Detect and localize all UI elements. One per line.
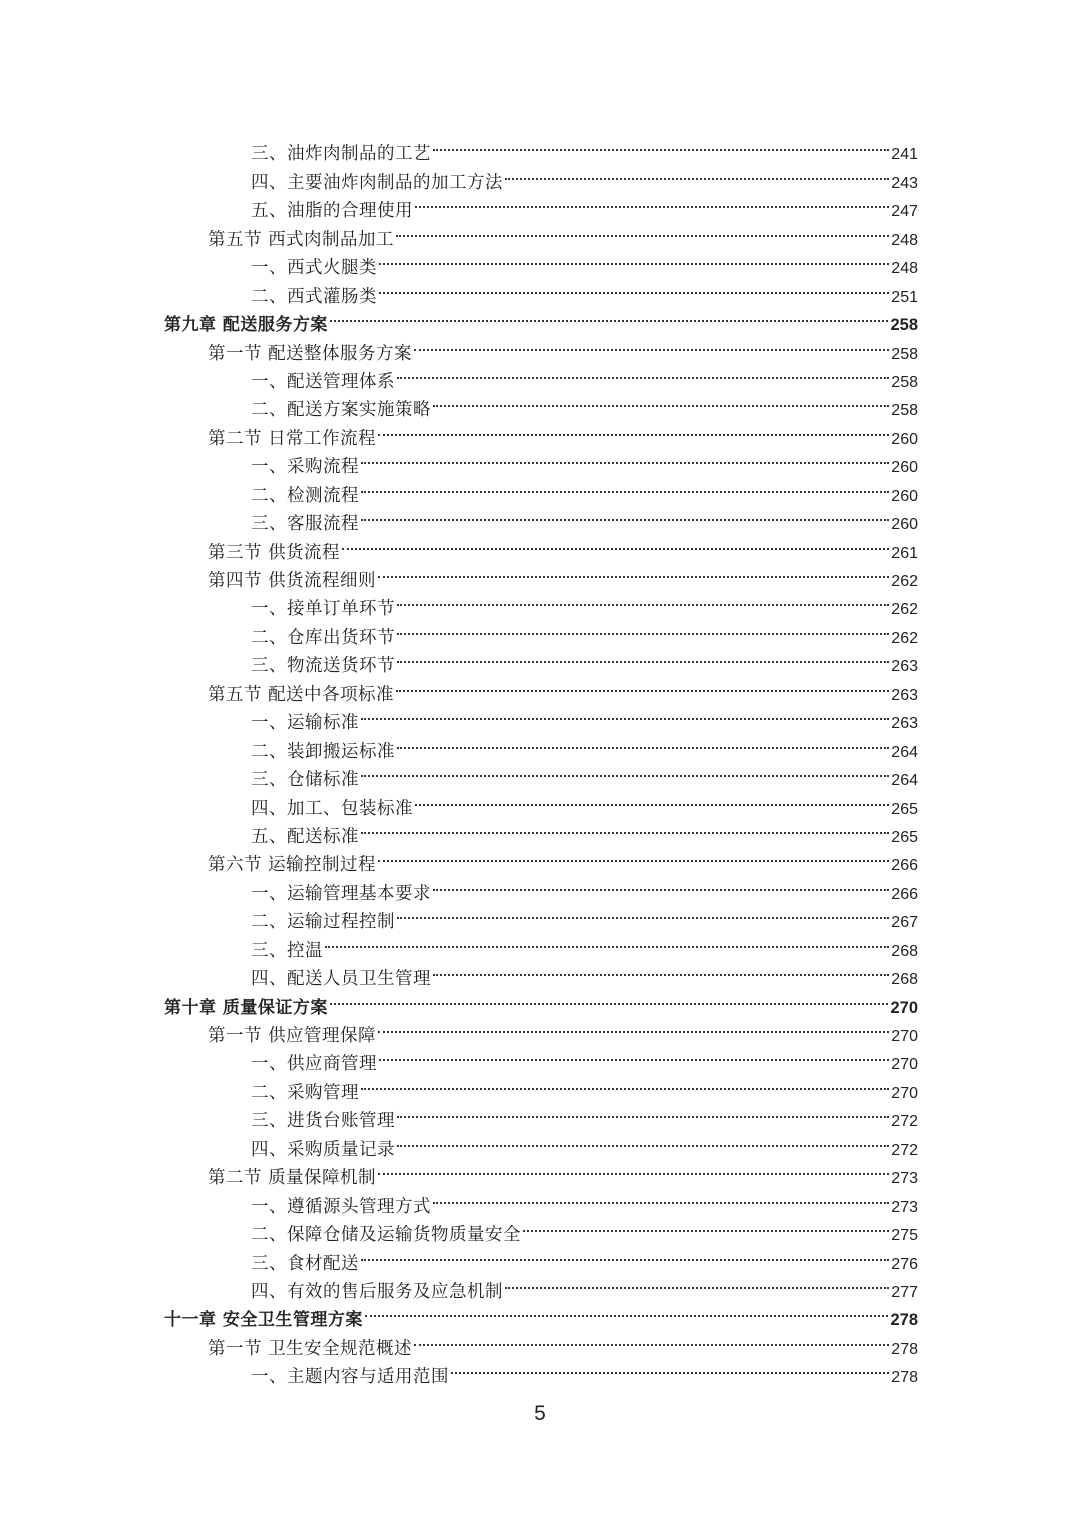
toc-entry-page-number: 260 — [891, 459, 918, 477]
toc-dot-leader — [365, 1297, 889, 1325]
toc-entry-title: 三、客服流程 — [251, 514, 359, 535]
toc-entry-page-number: 258 — [891, 373, 918, 391]
toc-entry-page-number: 278 — [891, 1340, 918, 1358]
toc-entry-title: 一、运输管理基本要求 — [251, 883, 431, 904]
toc-entry-page-number: 270 — [891, 1056, 918, 1074]
toc-entry-page-number: 265 — [891, 828, 918, 846]
toc-dot-leader — [397, 1126, 889, 1154]
toc-entry-page-number: 258 — [891, 402, 918, 420]
toc-dot-leader — [379, 245, 889, 273]
toc-dot-leader — [505, 159, 889, 187]
toc-entry-page-number: 248 — [891, 260, 918, 278]
toc-dot-leader — [378, 558, 889, 586]
toc-entry-title: 二、装卸搬运标准 — [251, 741, 395, 762]
toc-entry-title: 五、配送标准 — [251, 826, 359, 847]
toc-entry-page-number: 276 — [891, 1255, 918, 1273]
toc-entry-title: 四、采购质量记录 — [251, 1139, 395, 1160]
toc-entry-title: 第六节 运输控制过程 — [208, 855, 377, 876]
toc-entry-title: 一、主题内容与适用范围 — [251, 1367, 449, 1388]
toc-dot-leader — [415, 785, 889, 813]
toc-dot-leader — [378, 415, 889, 443]
toc-entry-title: 一、遵循源头管理方式 — [251, 1196, 431, 1217]
page-number: 5 — [534, 1402, 546, 1425]
toc-entry-page-number: 266 — [891, 857, 918, 875]
toc-dot-leader — [361, 700, 889, 728]
toc-dot-leader — [378, 842, 889, 870]
toc-entry-page-number: 260 — [891, 430, 918, 448]
toc-entry-title: 三、油炸肉制品的工艺 — [251, 144, 431, 165]
toc-entry-title: 二、采购管理 — [251, 1082, 359, 1103]
toc-entry-page-number: 273 — [891, 1198, 918, 1216]
toc-entry-title: 三、物流送货环节 — [251, 656, 395, 677]
toc-entry-page-number: 248 — [891, 231, 918, 249]
toc-dot-leader — [330, 984, 889, 1012]
toc-entry-title: 三、仓储标准 — [251, 770, 359, 791]
toc-entry-title: 三、进货台账管理 — [251, 1111, 395, 1132]
toc-entry-page-number: 243 — [891, 174, 918, 192]
toc-entry-page-number: 278 — [890, 1311, 918, 1330]
toc-entry-title: 第一节 供应管理保障 — [208, 1026, 377, 1046]
toc-dot-leader — [414, 330, 889, 358]
toc-entry-page-number: 267 — [891, 914, 918, 932]
toc-entry-title: 第四节 供货流程细则 — [208, 571, 377, 591]
toc-entry-page-number: 277 — [891, 1283, 918, 1301]
toc-dot-leader — [505, 1269, 889, 1297]
toc-dot-leader — [414, 1325, 889, 1353]
toc-entry-page-number: 261 — [891, 544, 918, 562]
toc-entry-title: 四、主要油炸肉制品的加工方法 — [251, 172, 503, 193]
toc-dot-leader — [361, 1069, 889, 1097]
toc-entry-title: 一、供应商管理 — [251, 1054, 377, 1075]
toc-dot-leader — [396, 671, 889, 699]
toc-entry-page-number: 262 — [891, 629, 918, 647]
toc-entry-page-number: 258 — [891, 345, 918, 363]
toc-entry-page-number: 260 — [891, 516, 918, 534]
toc-dot-leader — [397, 728, 889, 756]
toc-entry-title: 第二节 质量保障机制 — [208, 1168, 377, 1189]
toc-dot-leader — [378, 1155, 889, 1183]
toc-dot-leader — [396, 216, 889, 244]
toc-entry-page-number: 268 — [891, 942, 918, 960]
toc-entry-title: 第十章 质量保证方案 — [164, 997, 328, 1018]
toc-entry-page-number: 263 — [891, 686, 918, 704]
toc-dot-leader — [397, 359, 889, 387]
toc-entry-title: 第三节 供货流程 — [208, 542, 341, 563]
toc-entry-page-number: 270 — [890, 998, 918, 1017]
toc-dot-leader — [325, 927, 889, 955]
toc-entry-title: 二、运输过程控制 — [251, 912, 395, 933]
toc-entry-page-number: 263 — [891, 715, 918, 733]
toc-entry-page-number: 264 — [891, 772, 918, 790]
toc-dot-leader — [397, 586, 889, 614]
toc-entry-title: 五、油脂的合理使用 — [251, 201, 413, 222]
toc-entry-title: 二、配送方案实施策略 — [251, 400, 431, 421]
toc-dot-leader — [361, 472, 889, 500]
toc-dot-leader — [379, 273, 889, 301]
table-of-contents — [164, 131, 918, 1388]
toc-entry-page-number: 268 — [891, 971, 918, 989]
toc-entry-title: 三、控温 — [251, 940, 323, 961]
toc-entry-page-number: 263 — [891, 658, 918, 676]
toc-entry-title: 四、配送人员卫生管理 — [251, 969, 431, 990]
toc-dot-leader — [433, 387, 889, 415]
toc-entry-page-number: 265 — [891, 800, 918, 818]
toc-dot-leader — [397, 899, 889, 927]
toc-entry-title: 四、有效的售后服务及应急机制 — [251, 1281, 503, 1302]
toc-entry-page-number: 258 — [890, 316, 918, 335]
toc-dot-leader — [451, 1354, 889, 1382]
toc-entry-title: 一、采购流程 — [251, 457, 359, 478]
toc-dot-leader — [330, 302, 889, 330]
toc-dot-leader — [361, 757, 889, 785]
toc-dot-leader — [378, 1013, 889, 1041]
toc-dot-leader — [342, 529, 889, 557]
toc-entry-title: 十一章 安全卫生管理方案 — [164, 1310, 363, 1331]
toc-entry-title: 二、保障仓储及运输货物质量安全 — [251, 1225, 521, 1246]
toc-entry-page-number: 262 — [891, 573, 918, 590]
toc-subsection-entry[interactable] — [164, 131, 918, 165]
toc-entry-page-number: 273 — [891, 1170, 918, 1188]
toc-entry-title: 第一节 配送整体服务方案 — [208, 343, 413, 364]
toc-entry-page-number: 272 — [891, 1141, 918, 1159]
toc-dot-leader — [433, 956, 889, 984]
toc-entry-title: 第五节 配送中各项标准 — [208, 684, 395, 705]
toc-dot-leader — [397, 614, 889, 642]
toc-entry-title: 一、接单订单环节 — [251, 599, 395, 620]
toc-entry-page-number: 270 — [891, 1084, 918, 1102]
toc-entry-page-number: 272 — [891, 1113, 918, 1131]
toc-entry-page-number: 241 — [891, 146, 918, 164]
toc-dot-leader — [415, 188, 889, 216]
toc-entry-title: 四、加工、包装标准 — [251, 798, 413, 819]
toc-entry-page-number: 247 — [891, 203, 918, 221]
toc-entry-page-number: 251 — [891, 288, 918, 306]
toc-dot-leader — [379, 1041, 889, 1069]
toc-dot-leader — [361, 501, 889, 529]
toc-entry-title: 三、食材配送 — [251, 1253, 359, 1274]
toc-entry-title: 二、西式灌肠类 — [251, 286, 377, 307]
toc-entry-page-number: 262 — [891, 601, 918, 619]
toc-dot-leader — [433, 1183, 889, 1211]
toc-entry-page-number: 266 — [891, 885, 918, 903]
toc-dot-leader — [397, 1098, 889, 1126]
toc-entry-title: 第五节 西式肉制品加工 — [208, 229, 395, 250]
toc-entry-title: 二、检测流程 — [251, 485, 359, 506]
toc-dot-leader — [361, 814, 889, 842]
toc-dot-leader — [433, 131, 889, 159]
toc-dot-leader — [361, 444, 889, 472]
toc-entry-title: 第二节 日常工作流程 — [208, 428, 377, 449]
toc-entry-page-number: 260 — [891, 487, 918, 505]
toc-dot-leader — [433, 870, 889, 898]
toc-entry-page-number: 264 — [891, 743, 918, 761]
toc-entry-page-number: 270 — [891, 1028, 918, 1045]
toc-dot-leader — [361, 1240, 889, 1268]
toc-dot-leader — [523, 1212, 889, 1240]
toc-entry-title: 一、配送管理体系 — [251, 371, 395, 392]
toc-entry-title: 第一节 卫生安全规范概述 — [208, 1338, 413, 1359]
toc-dot-leader — [397, 643, 889, 671]
toc-entry-title: 第九章 配送服务方案 — [164, 315, 328, 336]
toc-entry-title: 二、仓库出货环节 — [251, 627, 395, 648]
toc-entry-title: 一、运输标准 — [251, 713, 359, 734]
toc-entry-page-number: 278 — [891, 1369, 918, 1387]
toc-entry-page-number: 275 — [891, 1227, 918, 1245]
toc-entry-title: 一、西式火腿类 — [251, 258, 377, 279]
